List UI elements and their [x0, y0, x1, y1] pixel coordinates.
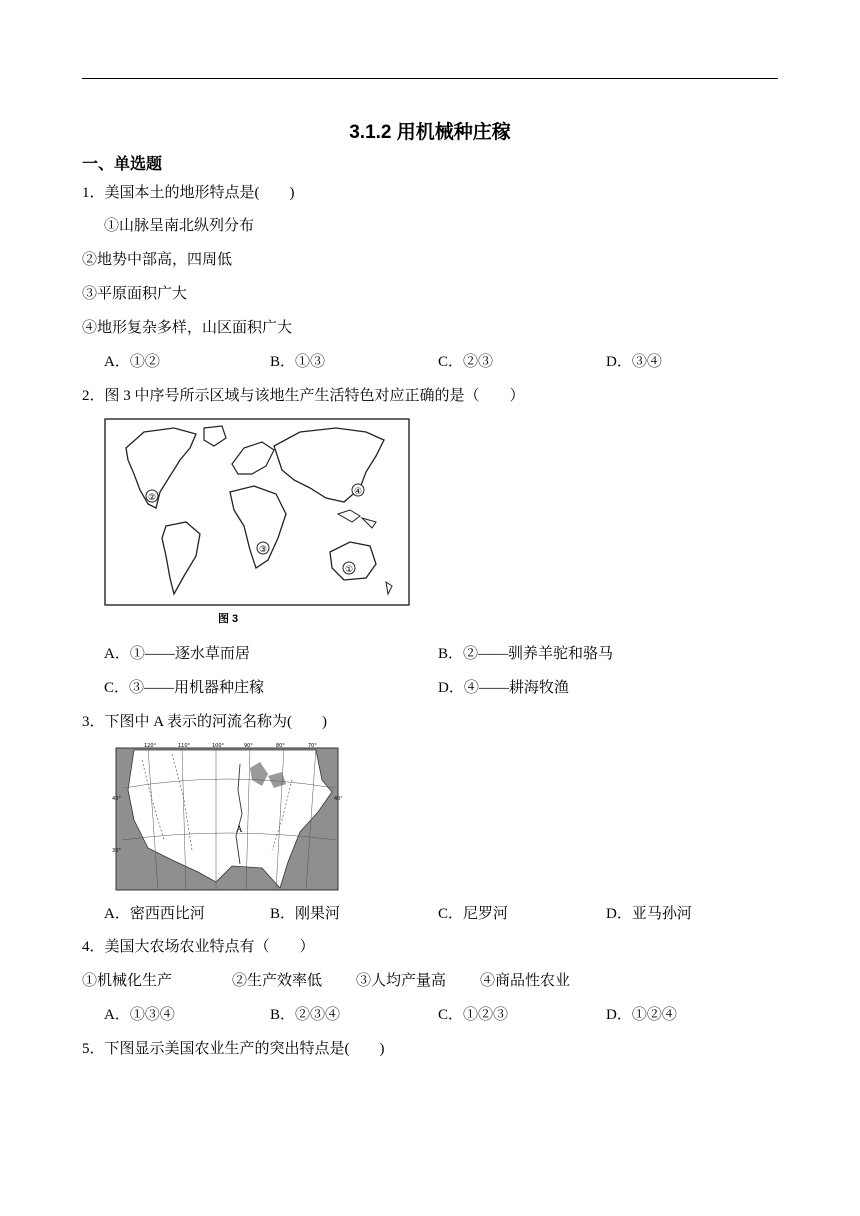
lon-label-90: 90°	[244, 743, 253, 749]
q4-item-4: ④商品性农业	[480, 973, 571, 989]
lat-label-30: 30°	[112, 848, 121, 854]
lon-label-80: 80°	[276, 743, 285, 749]
figure-caption: 图 3	[218, 613, 239, 625]
lat-label-40-right: 40°	[334, 796, 342, 802]
q3-option-a: A．密西西比河	[104, 906, 205, 922]
q4-item-2: ②生产效率低	[232, 973, 323, 989]
q4-stem: 4．美国大农场农业特点有（ ）	[82, 939, 315, 955]
world-map-figure	[104, 418, 410, 630]
q3-option-d: D．亚马孙河	[606, 906, 692, 922]
q5-stem: 5．下图显示美国农业生产的突出特点是( )	[82, 1041, 385, 1057]
q3-stem: 3．下图中 A 表示的河流名称为( )	[82, 714, 327, 730]
q1-item-2: ②地势中部高，四周低	[82, 252, 233, 268]
q3-option-b: B．刚果河	[270, 906, 341, 922]
q4-option-c: C．①②③	[438, 1007, 509, 1023]
map-marker-2: ②	[147, 493, 157, 503]
q2-option-a: A．①——逐水草而居	[104, 646, 250, 662]
q1-option-a: A．①②	[104, 354, 160, 370]
q1-option-c: C．②③	[438, 354, 494, 370]
map-marker-4: ④	[353, 487, 363, 497]
usa-map-image	[112, 740, 342, 892]
q1-item-4: ④地形复杂多样，山区面积广大	[82, 320, 293, 336]
river-label-a: A	[236, 824, 243, 834]
map-marker-1: ①	[344, 565, 354, 575]
q1-stem: 1．美国本土的地形特点是( )	[82, 185, 295, 201]
lon-label-70: 70°	[308, 743, 317, 749]
section-heading: 一、单选题	[82, 156, 163, 173]
lat-label-40-left: 40°	[112, 796, 121, 802]
q2-stem: 2．图 3 中序号所示区域与该地生产生活特色对应正确的是（ ）	[82, 388, 525, 404]
map-marker-3: ③	[258, 545, 268, 555]
q4-item-3: ③人均产量高	[356, 973, 447, 989]
q4-option-b: B．②③④	[270, 1007, 341, 1023]
header-rule	[82, 78, 778, 79]
q4-option-d: D．①②④	[606, 1007, 677, 1023]
q4-option-a: A．①③④	[104, 1007, 175, 1023]
lon-label-110: 110°	[178, 743, 191, 749]
lon-label-100: 100°	[212, 743, 225, 749]
lon-label-120: 120°	[144, 743, 157, 749]
q3-option-c: C．尼罗河	[438, 906, 509, 922]
q1-item-1: ①山脉呈南北纵列分布	[104, 218, 255, 234]
q1-option-b: B．①③	[270, 354, 326, 370]
q2-option-b: B．②——驯养羊驼和骆马	[438, 646, 614, 662]
usa-map-figure	[112, 740, 342, 892]
q1-option-d: D．③④	[606, 354, 662, 370]
world-map-image	[104, 418, 410, 630]
page-title: 3.1.2 用机械种庄稼	[349, 122, 511, 143]
q4-item-1: ①机械化生产	[82, 973, 173, 989]
q2-option-c: C．③——用机器种庄稼	[104, 680, 265, 696]
q1-item-3: ③平原面积广大	[82, 286, 188, 302]
q2-option-d: D．④——耕海牧渔	[438, 680, 569, 696]
